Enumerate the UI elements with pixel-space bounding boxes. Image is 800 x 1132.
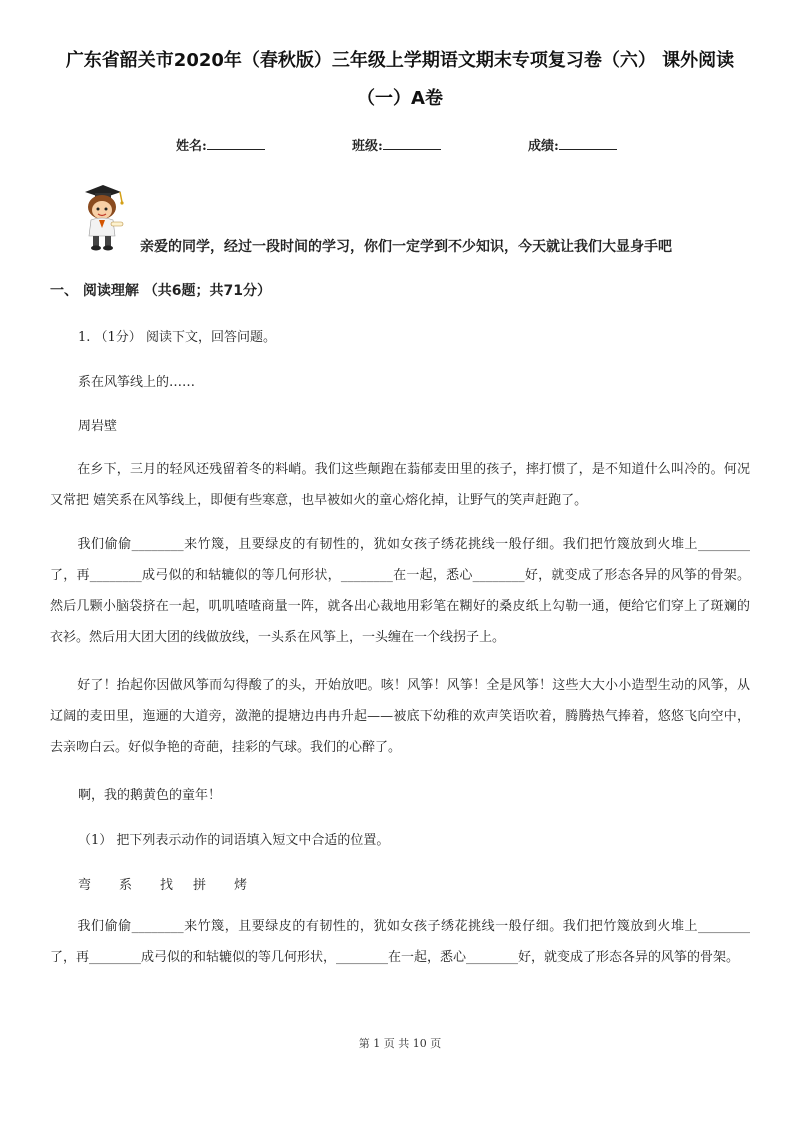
- title-line-1: 广东省韶关市2020年（春秋版）三年级上学期语文期末专项复习卷（六） 课外阅读: [65, 50, 735, 71]
- title-line-2: （一）A卷: [357, 88, 443, 109]
- greeting-text: 亲爱的同学，经过一段时间的学习，你们一定学到不少知识，今天就让我们大显身手吧: [140, 239, 672, 255]
- class-label: 班级:: [352, 139, 383, 154]
- paragraph-4: 啊，我的鹅黄色的童年！: [78, 788, 222, 803]
- score-blank-line[interactable]: [559, 136, 617, 150]
- student-mascot-icon: [75, 182, 127, 252]
- word-bank-item: 烤: [234, 878, 248, 893]
- article-author: 周岩壁: [78, 419, 118, 434]
- section-title: 一、 阅读理解 （共6题；共71分）: [50, 283, 271, 299]
- page-footer: 第 1 页 共 10 页: [358, 1037, 442, 1050]
- word-bank-item: 系: [119, 878, 133, 893]
- paragraph-3: [50, 670, 750, 763]
- name-label: 姓名:: [176, 139, 207, 154]
- class-blank-line[interactable]: [383, 136, 441, 150]
- sub-question-1: （1） 把下列表示动作的词语填入短文中合适的位置。: [78, 833, 390, 848]
- paragraph-1-text: 在乡下，三月的轻风还残留着冬的料峭。我们这些颠跑在蓊郁麦田里的孩子，摔打惯了，是不知道什么叫冷的。何况又常把 嬉笑系在风筝线上，即便有些寒意，也早被如火的童心熔化掉，让野气的笑声赶跑了。: [50, 462, 750, 508]
- question-1-heading: 1. （1分） 阅读下文，回答问题。: [78, 330, 276, 345]
- score-field[interactable]: [528, 135, 617, 154]
- name-field[interactable]: [176, 135, 265, 154]
- paragraph-2: [50, 529, 750, 653]
- word-bank-item: 拼: [193, 878, 207, 893]
- paragraph-5-text: 我们偷偷________来竹篾，且要绿皮的有韧性的，犹如女孩子绣花挑线一般仔细。我们把竹篾放到火堆上________了，再________成弓似的和轱辘似的等几何形状，________在一起，悉心________好，就变成了形态各异的风筝的骨架。: [50, 919, 750, 965]
- score-label: 成绩:: [528, 139, 559, 154]
- exam-title: [40, 42, 760, 118]
- article-title: 系在风筝线上的……: [78, 375, 196, 390]
- paragraph-5: [50, 911, 750, 973]
- word-bank-item: 找: [160, 878, 174, 893]
- name-blank-line[interactable]: [207, 136, 265, 150]
- paragraph-3-text: 好了！抬起你因做风筝而勾得酸了的头，开始放吧。咳！风筝！风筝！全是风筝！这些大大小小造型生动的风筝，从辽阔的麦田里，迤逦的大道旁，潋滟的提塘边冉冉升起——被底下幼稚的欢声笑语吹着，腾腾热气捧着，悠悠飞向空中，去亲吻白云。好似争艳的奇葩，挂彩的气球。我们的心醉了。: [50, 678, 750, 755]
- class-field[interactable]: [352, 135, 441, 154]
- paragraph-2-text: 我们偷偷________来竹篾，且要绿皮的有韧性的，犹如女孩子绣花挑线一般仔细。我们把竹篾放到火堆上________了，再________成弓似的和轱辘似的等几何形状，________在一起，悉心________好，就变成了形态各异的风筝的骨架。然后几颗小脑袋挤在一起，叽叽喳喳商量一阵，就各出心裁地用彩笔在糊好的桑皮纸上勾勒一通，便给它们穿上了斑斓的衣衫。然后用大团大团的线做放线，一头系在风筝上，一头缠在一个线拐子上。: [50, 537, 750, 645]
- paragraph-1: [50, 454, 750, 516]
- word-bank: [78, 874, 247, 893]
- student-info-row: [0, 135, 800, 155]
- word-bank-item: 弯: [78, 878, 92, 893]
